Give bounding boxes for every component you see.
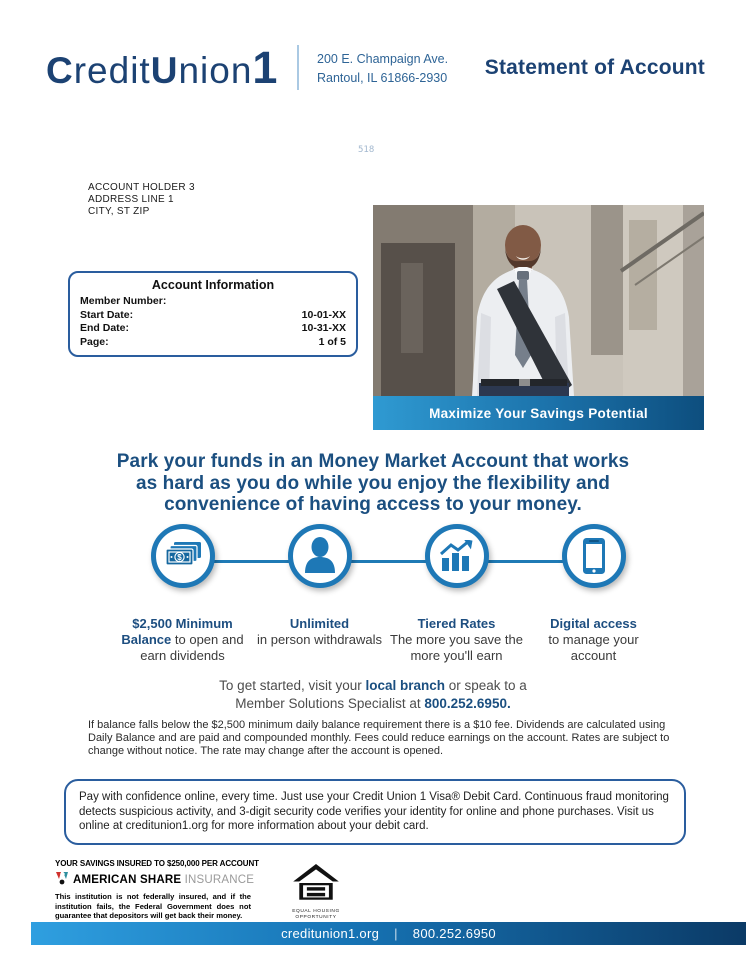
- headline-line: Park your funds in an Money Market Account that works: [116, 451, 630, 472]
- equal-housing-label: EQUAL HOUSING OPPORTUNITY: [292, 909, 340, 921]
- account-info-row: [80, 295, 346, 309]
- local-branch-link[interactable]: local branch: [365, 678, 446, 693]
- account-information-title: Account Information: [151, 278, 275, 292]
- page-title: Statement of Account: [484, 56, 705, 79]
- headline-line: as hard as you do while you enjoy the flexibility and: [135, 472, 611, 494]
- insurance-block: [55, 859, 259, 921]
- feature-connector-line: [182, 560, 594, 563]
- header-divider: [297, 45, 299, 90]
- account-info-row: [80, 322, 346, 336]
- phone-number-link[interactable]: 800.252.6950.: [424, 695, 511, 711]
- page-value: 1 of 5: [318, 335, 346, 348]
- logo-text: C: [46, 50, 74, 91]
- branch-address: [317, 50, 448, 89]
- feature-column: [525, 524, 662, 602]
- end-date-label: End Date:: [80, 322, 130, 334]
- feature-icon-row: [114, 524, 662, 602]
- credit-union-1-logo: CreditUnion1: [46, 42, 279, 93]
- page-label: Page:: [80, 335, 109, 348]
- feature-strip: [114, 524, 662, 664]
- recipient-city: CITY, ST ZIP: [88, 206, 150, 218]
- feature-caption-unlimited: Unlimited in person withdrawals: [256, 616, 382, 647]
- svg-text:$: $: [176, 553, 182, 562]
- cta-text: To get started, visit your local branch or speak to a Member Solutions Specialist at 800.252.6950.: [219, 678, 527, 711]
- promo-headline: [0, 451, 746, 516]
- asi-logo-icon: [55, 870, 70, 890]
- start-date-value: 10-01-XX: [301, 308, 346, 321]
- asi-name: AMERICAN SHARE INSURANCE: [73, 874, 255, 886]
- recipient-address: ADDRESS LINE 1: [88, 194, 174, 206]
- promo-photo: [373, 205, 704, 396]
- cash-icon: [151, 524, 215, 588]
- promo-banner-text: Maximize Your Savings Potential: [429, 405, 648, 421]
- website-link[interactable]: creditunion1.org: [281, 926, 380, 941]
- account-information-box: [68, 271, 358, 357]
- american-share-insurance-row: [55, 870, 255, 890]
- feature-column: [251, 524, 388, 602]
- equal-housing-logo: [287, 864, 345, 921]
- account-info-row: [80, 309, 346, 323]
- feature-column: [388, 524, 525, 602]
- insured-amount-line: YOUR SAVINGS INSURED TO $250,000 PER ACCOUNT: [55, 859, 259, 868]
- member-number-label: Member Number:: [80, 295, 167, 307]
- address-line-1: 200 E. Champaign Ave.: [317, 52, 449, 66]
- debit-card-notice-box: [64, 779, 686, 845]
- person-icon: [288, 524, 352, 588]
- print-control-code: 518: [358, 145, 375, 155]
- mailing-address-block: [88, 182, 195, 219]
- headline-line: convenience of having access to your money.: [164, 494, 582, 515]
- address-line-2: Rantoul, IL 61866-2930: [317, 71, 448, 86]
- feature-captions: [114, 616, 662, 664]
- account-info-row: [80, 336, 346, 350]
- debit-card-notice-text: Pay with confidence online, every time. Just use your Credit Union 1 Visa® Debit Card. Continuous fraud monitoring detects suspicious activity, and 3-digit security code verifies your identity for online and phone purchases. Visit us online at creditunion1.org for more information about your debit card.: [79, 791, 669, 832]
- smartphone-icon: [562, 524, 626, 588]
- bar-separator: |: [394, 926, 398, 941]
- recipient-name: ACCOUNT HOLDER 3: [88, 182, 195, 193]
- chart-growth-icon: [425, 524, 489, 588]
- footer-phone-link[interactable]: 800.252.6950: [412, 926, 496, 941]
- footer-contact-bar: [31, 922, 746, 945]
- feature-column: [114, 524, 251, 602]
- rate-disclaimer: If balance falls below the $2,500 minimum daily balance requirement there is a $10 fee. Dividends are calculated using Daily Balance and are paid and compounded monthly. Fees could reduce earnings on the account. Rates are subject to change without notice. The rate may change after the account is opened.: [88, 719, 670, 757]
- feature-caption-digital-access: Digital access to manage your account: [548, 616, 639, 663]
- end-date-value: 10-31-XX: [301, 322, 346, 334]
- feature-caption-minimum-balance: $2,500 Minimum Balance to open and earn dividends: [121, 616, 244, 663]
- feature-caption-tiered-rates: Tiered Rates The more you save the more you'll earn: [390, 616, 523, 663]
- asi-fine-print: This institution is not federally insured, and if the institution fails, the Federal Government does not guarantee that depositors will get back their money.: [55, 892, 251, 921]
- start-date-label: Start Date:: [80, 308, 134, 321]
- promo-banner: [373, 396, 704, 430]
